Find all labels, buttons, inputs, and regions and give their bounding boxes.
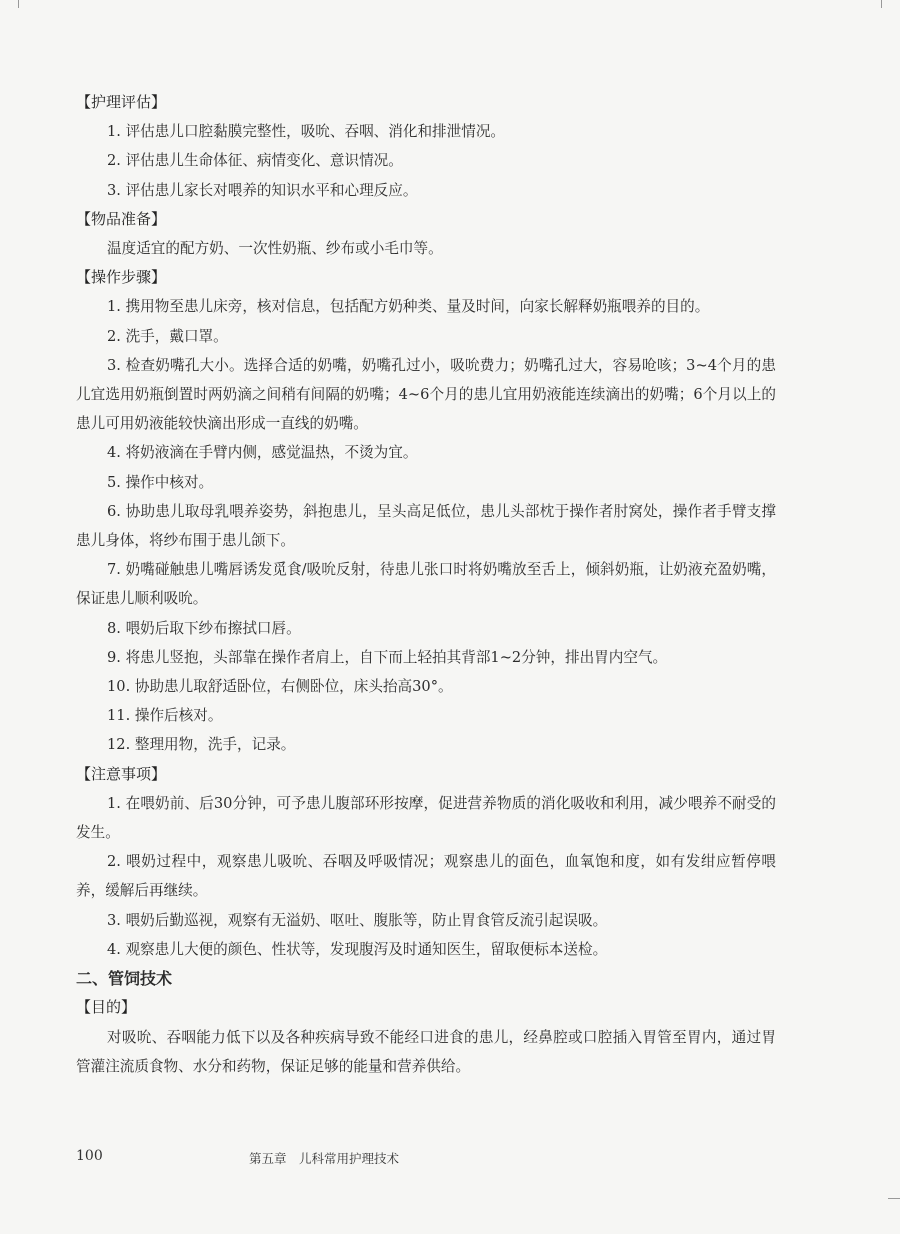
paragraph: 7. 奶嘴碰触患儿嘴唇诱发觅食/吸吮反射，待患儿张口时将奶嘴放至舌上，倾斜奶瓶，让奶液充盈奶嘴，保证患儿顺利吸吮。 xyxy=(76,561,776,608)
section-heading: 【护理评估】 xyxy=(76,93,167,111)
section-heading: 【物品准备】 xyxy=(76,209,167,228)
page-body xyxy=(76,88,776,1081)
crop-mark xyxy=(881,0,882,8)
section-heading: 【操作步骤】 xyxy=(76,268,167,287)
paragraph: 1. 评估患儿口腔黏膜完整性，吸吮、吞咽、消化和排泄情况。 xyxy=(107,123,506,141)
paragraph: 2. 喂奶过程中，观察患儿吸吮、吞咽及呼吸情况；观察患儿的面色，血氧饱和度，如有发绀应暂停喂养，缓解后再继续。 xyxy=(76,853,776,900)
paragraph: 3. 评估患儿家长对喂养的知识水平和心理反应。 xyxy=(107,181,418,199)
paragraph: 3. 喂奶后勤巡视，观察有无溢奶、呕吐、腹胀等，防止胃食管反流引起误吸。 xyxy=(107,911,608,929)
paragraph: 5. 操作中核对。 xyxy=(107,473,214,491)
paragraph: 12. 整理用物，洗手，记录。 xyxy=(107,736,296,754)
paragraph: 4. 将奶液滴在手臂内侧，感觉温热，不烫为宜。 xyxy=(107,444,418,462)
paragraph: 温度适宜的配方奶、一次性奶瓶、纱布或小毛巾等。 xyxy=(107,240,443,258)
paragraph: 对吸吮、吞咽能力低下以及各种疾病导致不能经口进食的患儿，经鼻腔或口腔插入胃管至胃内，通过胃管灌注流质食物、水分和药物，保证足够的能量和营养供给。 xyxy=(76,1028,776,1075)
chapter-section-title: 二、管饲技术 xyxy=(76,969,173,989)
running-footer-chapter: 第五章 儿科常用护理技术 xyxy=(249,1151,400,1166)
paragraph: 4. 观察患儿大便的颜色、性状等，发现腹泻及时通知医生，留取便标本送检。 xyxy=(107,940,608,958)
crop-mark xyxy=(888,1198,900,1199)
paragraph: 8. 喂奶后取下纱布擦拭口唇。 xyxy=(107,619,301,637)
paragraph: 1. 携用物至患儿床旁，核对信息，包括配方奶种类、量及时间，向家长解释奶瓶喂养的目的。 xyxy=(107,298,710,316)
page-number: 100 xyxy=(76,1148,103,1164)
paragraph: 11. 操作后核对。 xyxy=(107,707,223,725)
paragraph: 10. 协助患儿取舒适卧位，右侧卧位，床头抬高30°。 xyxy=(107,678,453,696)
section-heading: 【注意事项】 xyxy=(76,764,167,783)
paragraph: 3. 检查奶嘴孔大小。选择合适的奶嘴，奶嘴孔过小，吸吮费力；奶嘴孔过大，容易呛咳；3~4个月的患儿宜选用奶瓶倒置时两奶滴之间稍有间隔的奶嘴；4~6个月的患儿宜用奶液能连续滴出的奶嘴；6个月以上的患儿可用奶液能较快滴出形成一直线的奶嘴。 xyxy=(76,356,776,433)
crop-mark xyxy=(18,0,19,8)
section-heading: 【目的】 xyxy=(76,998,137,1017)
paragraph: 6. 协助患儿取母乳喂养姿势，斜抱患儿，呈头高足低位，患儿头部枕于操作者肘窝处，操作者手臂支撑患儿身体，将纱布围于患儿颌下。 xyxy=(76,502,776,550)
paragraph: 2. 评估患儿生命体征、病情变化、意识情况。 xyxy=(107,152,403,170)
paragraph: 2. 洗手，戴口罩。 xyxy=(107,327,228,345)
paragraph: 9. 将患儿竖抱，头部靠在操作者肩上，自下而上轻拍其背部1~2分钟，排出胃内空气。 xyxy=(107,648,668,666)
paragraph: 1. 在喂奶前、后30分钟，可予患儿腹部环形按摩，促进营养物质的消化吸收和利用，减少喂养不耐受的发生。 xyxy=(76,794,776,842)
